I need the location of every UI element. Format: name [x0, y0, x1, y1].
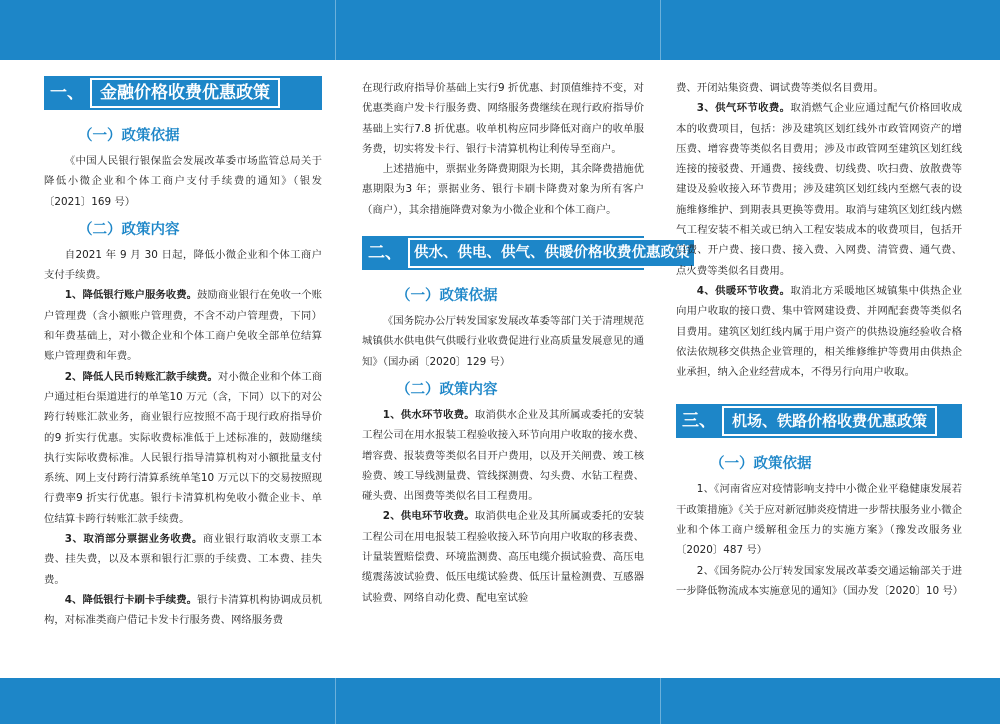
item-body: 对小微企业和个体工商户通过柜台渠道进行的单笔10 万元（含，下同）以下的对公跨行转账汇款业务，商业银行应按照不高于现行政府指导价的9 折实行优惠。实际收费标准低于上述标准的，鼓励继续执行实际收费标准。人民银行指导清算机构对小额批量支付系统、网上支付跨行清算系统单笔10 万元以下的交易按照现行费率9 折实行优惠。银行卡清算机构免收小微企业卡、单位结算卡跨行转账汇款手续费。	[44, 370, 323, 525]
item-body: 鼓励商业银行在免收一个账户管理费（含小额账户管理费，不含不动户管理费，下同）和年费基础上，对小微企业和个体工商户免收全部单位结算账户管理费和年费。	[44, 289, 323, 363]
item-body: 取消燃气企业应通过配气价格回收成本的收费项目，包括：涉及建筑区划红线外市政管网资产的增压费、增容费等类似名目费用；涉及市政管网至建筑区划红线连接的接驳费、开通费、接线费、切线费、吹扫费、放散费等建设及验收接入环节费用；涉及建筑区划红线内至燃气表的设施维修维护、到期表具更换等费用。取消与建筑区划红线内燃气工程安装不相关或已纳入工程安装成本的收费项目，包括开口费、开户费、接口费、接入费、入网费、清管费、通气费、点火费等类似名目费用。	[676, 102, 962, 277]
paragraph: 《国务院办公厅转发国家发展改革委等部门关于清理规范城镇供水供电供气供暖行业收费促进行业高质量发展意见的通知》（国办函〔2020〕129 号）	[362, 315, 644, 368]
item-title: 3、取消部分票据业务收费。	[64, 533, 203, 546]
list-item	[362, 405, 644, 506]
subheading: （一）政策依据	[396, 288, 498, 305]
fold-line	[335, 0, 336, 60]
subheading: （一）政策依据	[710, 456, 812, 473]
section-title: 机场、铁路价格收费优惠政策	[722, 406, 937, 436]
list-item	[44, 367, 322, 529]
column-2	[362, 78, 690, 608]
paragraph: 上述措施中，票据业务降费期限为长期，其余降费措施优惠期限为3 年；票据业务、银行卡刷卡降费对象为所有客户（商户），其余措施降费对象为小微企业和个体工商户。	[362, 163, 644, 216]
item-body: 银行卡清算机构协调成员机构，对标准类商户借记卡发卡行服务费、网络服务费	[44, 593, 323, 627]
section-title: 供水、供电、供气、供暖价格收费优惠政策	[408, 238, 696, 268]
paragraph: 《中国人民银行银保监会发展改革委市场监管总局关于降低小微企业和个体工商户支付手续费的通知》（银发〔2021〕169 号）	[44, 155, 322, 208]
subheading: （二）政策内容	[78, 221, 180, 238]
paragraph: 1、《河南省应对疫情影响支持中小微企业平稳健康发展若干政策措施》《关于应对新冠肺炎疫情进一步帮扶服务业小微企业和个体工商户缓解租金压力的实施方案》（豫发改服务业〔2020〕487 号）	[676, 483, 962, 557]
section-title: 金融价格收费优惠政策	[90, 78, 280, 108]
item-body: 取消供电企业及其所属或委托的安装工程公司在用电报装工程验收接入环节向用户收取的移表费、计量装置赔偿费、环境监测费、高压电缆介损试验费、高压电缆震荡波试验费、低压电缆试验费、低压计量检测费、互感器试验费、网络自动化费、配电室试验	[362, 510, 644, 604]
top-band	[0, 0, 1000, 60]
section-number: 二、	[368, 243, 402, 264]
item-body: 取消北方采暖地区城镇集中供热企业向用户收取的接口费、集中管网建设费、并网配套费等类似名目费用。建筑区划红线内属于用户资产的供热设施经验收合格依法依规移交供热企业管理的，相关维修维护等费用由供热企业承担，纳入企业经营成本，不得另行向用户收取。	[676, 284, 962, 379]
item-title: 2、供电环节收费。	[382, 510, 475, 523]
list-item	[676, 281, 962, 382]
section-banner	[676, 404, 962, 438]
item-title: 3、供气环节收费。	[696, 102, 791, 115]
paragraph: 费、开闭站集资费、调试费等类似名目费用。	[676, 82, 884, 94]
subheading: （一）政策依据	[78, 128, 180, 144]
list-item	[676, 98, 962, 281]
item-title: 2、降低人民币转账汇款手续费。	[64, 370, 218, 383]
section-banner	[44, 76, 322, 110]
list-item	[44, 285, 322, 366]
section-number: 三、	[682, 411, 716, 432]
section-banner	[362, 236, 690, 270]
fold-line	[660, 678, 661, 724]
item-title: 4、降低银行卡刷卡手续费。	[64, 593, 198, 606]
list-item	[44, 590, 322, 631]
item-title: 1、供水环节收费。	[382, 408, 475, 421]
list-item	[44, 529, 322, 590]
fold-line	[660, 0, 661, 60]
column-1	[44, 76, 322, 631]
paragraph: 2、《国务院办公厅转发国家发展改革委交通运输部关于进一步降低物流成本实施意见的通知》（国办发〔2020〕10 号）	[676, 564, 964, 597]
item-title: 4、供暖环节收费。	[696, 284, 791, 297]
item-body: 取消供水企业及其所属或委托的安装工程公司在用水报装工程验收接入环节向用户收取的接水费、增容费、报装费等类似名目开户费用，以及开关闸费、竣工核验费、竣工导线测量费、管线探测费、勾头费、水钻工程费、碰头费、出图费等类似名目工程费用。	[362, 408, 644, 503]
column-3	[676, 78, 962, 601]
list-item	[362, 506, 644, 607]
section-number: 一、	[50, 83, 84, 103]
subheading: （二）政策内容	[396, 381, 498, 398]
item-body: 商业银行取消收支票工本费、挂失费，以及本票和银行汇票的手续费、工本费、挂失费。	[44, 533, 322, 586]
paragraph: 在现行政府指导价基础上实行9 折优惠、封顶值维持不变，对优惠类商户发卡行服务费、网络服务费继续在现行政府指导价基础上实行7.8 折优惠。收单机构应同步降低对商户的收单服务费，切实将发卡行、银行卡清算机构让利传导至商户。	[362, 82, 644, 155]
item-title: 1、降低银行账户服务收费。	[64, 289, 198, 302]
fold-line	[335, 678, 336, 724]
bottom-band	[0, 678, 1000, 724]
paragraph: 自2021 年 9 月 30 日起，降低小微企业和个体工商户支付手续费。	[44, 248, 322, 282]
